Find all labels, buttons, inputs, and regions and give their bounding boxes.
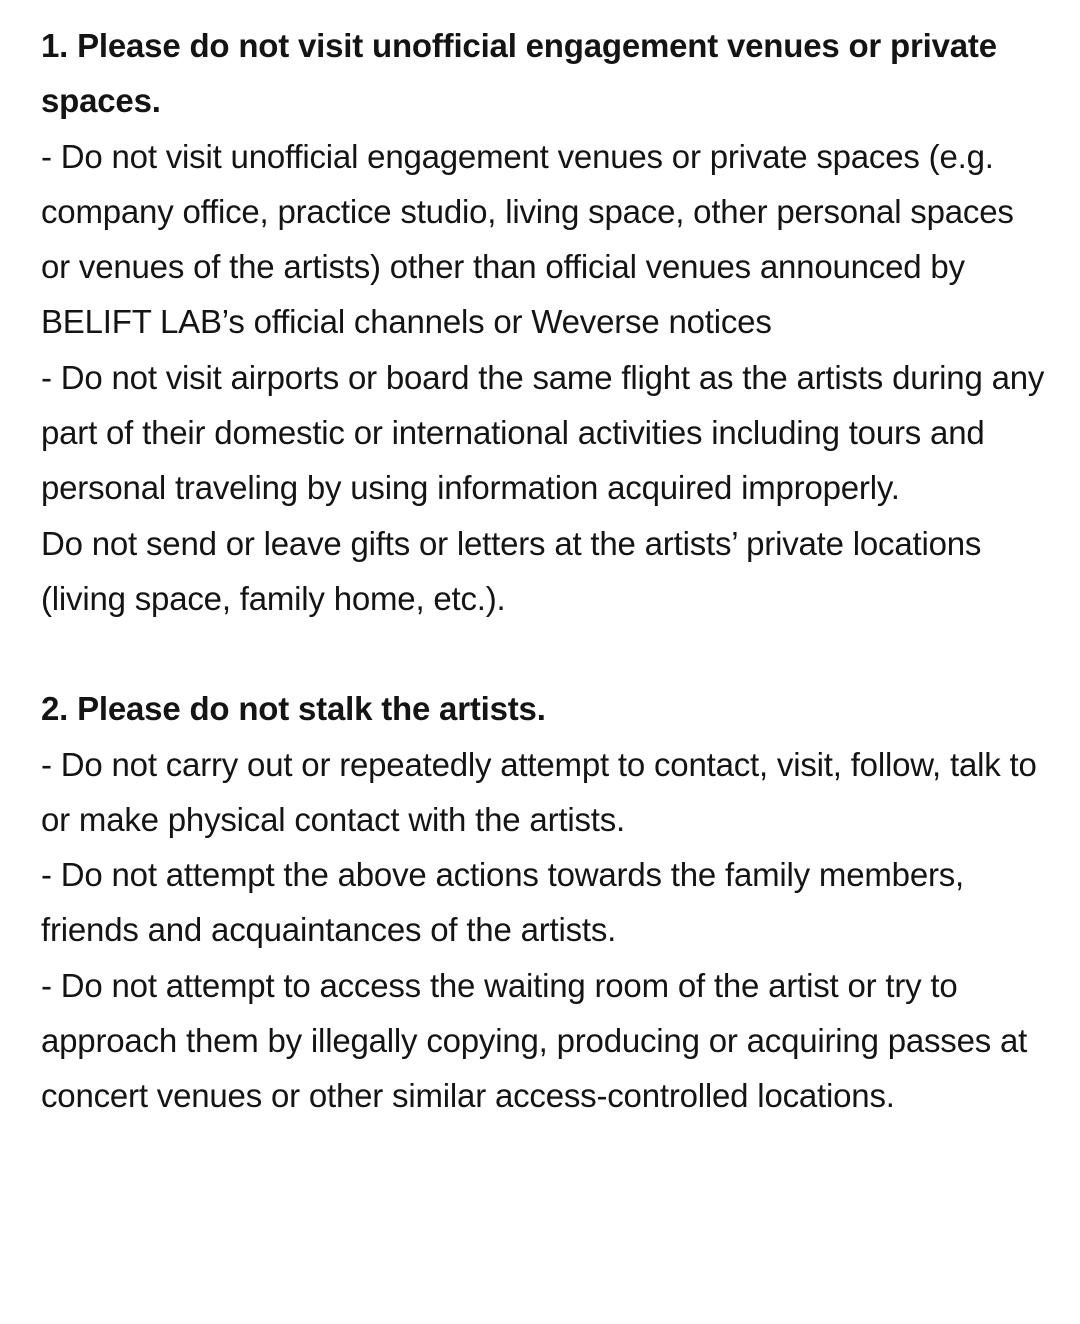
section-heading: 1. Please do not visit unofficial engagement venues or private spaces.	[41, 27, 997, 120]
rule-item: Do not send or leave gifts or letters at the artists’ private locations (living space, family home, etc.).	[41, 524, 991, 617]
notice-document	[41, 18, 1054, 1124]
rule-item: - Do not visit airports or board the same flight as the artists during any part of their domestic or international activities including tours and personal traveling by using information acquired improperly.	[41, 358, 1054, 507]
section-private-spaces	[41, 18, 1054, 626]
rule-item: - Do not visit unofficial engagement venues or private spaces (e.g. company office, practice studio, living space, other personal spaces or venues of the artists) other than official venues announced by BELIFT LAB’s official channels or Weverse notices	[41, 137, 1023, 341]
rule-item: - Do not attempt to access the waiting room of the artist or try to approach them by illegally copying, producing or acquiring passes at concert venues or other similar access-controlled locations.	[41, 966, 1037, 1115]
section-stalking	[41, 681, 1051, 1123]
section-heading: 2. Please do not stalk the artists.	[41, 690, 546, 728]
rule-item: - Do not attempt the above actions towards the family members, friends and acquaintances of the artists.	[41, 856, 973, 949]
rule-item: - Do not carry out or repeatedly attempt to contact, visit, follow, talk to or make physical contact with the artists.	[41, 745, 1046, 838]
